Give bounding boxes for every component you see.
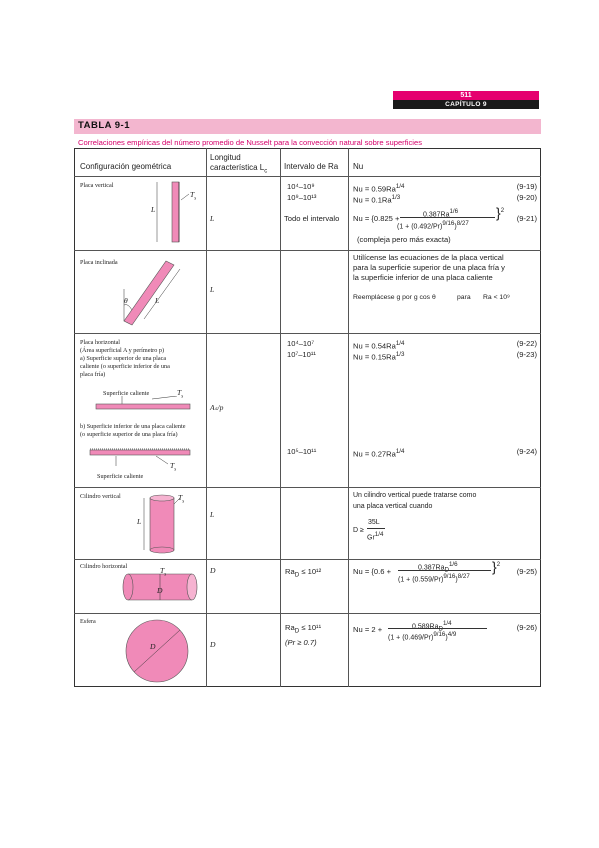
length-inclined-plate: L — [210, 285, 215, 294]
table-title: TABLA 9-1 — [78, 120, 130, 131]
vc-fraction-bar — [367, 528, 385, 529]
row-divider — [74, 487, 541, 488]
length-sphere: D — [210, 640, 216, 649]
eq-9-22: (9-22) — [516, 339, 537, 348]
vc-l: L — [137, 517, 142, 526]
row-label-vertical-cylinder: Cilindro vertical — [80, 493, 121, 500]
length-vertical-plate: L — [210, 214, 215, 223]
hp-bottom-sketch — [86, 446, 196, 472]
hp-label-2: (Área superficial A y perímetro p) — [80, 347, 165, 354]
vc-ts: $T_s$ — [178, 493, 185, 505]
length-vertical-cylinder: L — [210, 510, 215, 519]
hp-hot-surface-bottom: Superficie caliente — [97, 473, 144, 480]
hc-ts: $T_s$ — [160, 566, 167, 578]
range-vp-3: Todo el intervalo — [284, 214, 340, 223]
table-title-band — [74, 119, 541, 134]
hp-label-5: placa fría) — [80, 371, 106, 378]
hc-d: D — [157, 586, 163, 595]
table-caption: Correlaciones empíricas del número promedio de Nusselt para la convección natural sobre superficies — [78, 138, 422, 147]
eq-9-21: (9-21) — [516, 214, 537, 223]
hp-ts-top: $T_s$ — [177, 388, 184, 400]
ip-text-1: Utilícense las ecuaciones de la placa vertical — [353, 253, 504, 262]
eq-9-25: (9-25) — [516, 567, 537, 576]
nu-hc-1: Nu = {0.6 + — [353, 567, 391, 576]
length-horizontal-plate: Aₛ/p — [210, 403, 224, 412]
range-sphere-2: (Pr ≥ 0.7) — [285, 638, 317, 647]
nu-sphere-1: Nu = 2 + — [353, 625, 383, 634]
hc-fraction-bar — [398, 570, 491, 571]
nu-hc-den: $(1 + (0.559/Pr)^{9/16})^{8/27}$ — [398, 573, 470, 584]
eq-9-26: (9-26) — [516, 623, 537, 632]
length-horizontal-cylinder: D — [210, 566, 216, 575]
range-hp-2: 10⁷–10¹¹ — [287, 350, 316, 359]
hp-label-4: caliente (o superficie inferior de una — [80, 363, 170, 370]
chapter-label: CAPÍTULO 9 — [393, 100, 539, 109]
ip-text-4: Reemplácese g por g cos θ — [353, 294, 436, 301]
hc-brace: }$^2$ — [492, 558, 501, 575]
row-label-inclined-plate: Placa inclinada — [80, 259, 118, 266]
nu-vp-3-den: $(1 + (0.492/Pr)^{9/16})^{8/27}$ — [397, 220, 469, 231]
sphere-sketch — [120, 618, 194, 684]
col-divider — [348, 148, 349, 687]
range-vp-2: 10⁹–10¹³ — [287, 193, 317, 202]
sphere-d: D — [150, 642, 156, 651]
eq-9-20: (9-20) — [516, 193, 537, 202]
nu-sphere-den: $(1 + (0.469/Pr)^{9/16})^{4/9}$ — [388, 631, 457, 642]
hp-label-1: Placa horizontal — [80, 339, 121, 346]
range-vp-1: 10⁴–10⁹ — [287, 182, 315, 191]
ip-text-5: para — [457, 294, 471, 301]
nu-hp-3: $Nu = 0.27Ra^{1/4}$ — [353, 448, 405, 459]
nu-vp-note: (compleja pero más exacta) — [357, 235, 451, 244]
nu-hc-num: $0.387Ra_D^{1/6}$ — [418, 561, 458, 574]
range-hp-1: 10⁴–10⁷ — [287, 339, 315, 348]
vc-frac-num: 35L — [368, 519, 380, 526]
inclined-plate-theta: θ — [124, 296, 128, 305]
sphere-fraction-bar — [388, 628, 487, 629]
fraction-bar — [400, 217, 495, 218]
range-hp-3: 10⁵–10¹¹ — [287, 447, 317, 456]
ip-text-6: Ra < 10⁹ — [483, 294, 510, 301]
eq-9-24: (9-24) — [516, 447, 537, 456]
col-divider — [280, 148, 281, 687]
vc-text-1: Un cilindro vertical puede tratarse como — [353, 492, 477, 499]
vc-text-2: una placa vertical cuando — [353, 503, 433, 510]
nu-vp-1: $Nu = 0.59Ra^{1/4}$ — [353, 183, 405, 194]
nu-sphere-num: $0.589Ra_D^{1/4}$ — [412, 620, 452, 633]
nu-vp-3-num: $0.387Ra^{1/6}$ — [423, 208, 459, 219]
row-divider — [74, 613, 541, 614]
brace-close: }$^2$ — [496, 204, 505, 221]
ip-text-3: la superficie inferior de una placa caliente — [353, 273, 493, 282]
hp-top-sketch — [92, 396, 197, 416]
col-header-nu: Nu — [353, 162, 364, 171]
row-divider — [74, 250, 541, 251]
col-header-length-2: característica $L_c$ — [210, 163, 268, 175]
hp-ts-bottom: $T_s$ — [170, 461, 177, 473]
vertical-plate-ts: $T_s$ — [190, 190, 197, 202]
nu-hp-1: $Nu = 0.54Ra^{1/4}$ — [353, 340, 405, 351]
nu-vp-2: $Nu = 0.1Ra^{1/3}$ — [353, 194, 401, 205]
col-header-length-1: Longitud — [210, 153, 241, 162]
eq-9-23: (9-23) — [516, 350, 537, 359]
hp-label-3: a) Superficie superior de una placa — [80, 355, 167, 362]
row-label-horizontal-cylinder: Cilindro horizontal — [80, 563, 128, 570]
header-divider — [74, 176, 541, 177]
vertical-plate-l: L — [151, 205, 156, 214]
row-label-vertical-plate: Placa vertical — [80, 182, 114, 189]
hp-label-7: (o superficie superior de una placa fría) — [80, 431, 178, 438]
col-divider — [206, 148, 207, 687]
hp-label-6: b) Superficie inferior de una placa caliente — [80, 423, 186, 430]
row-divider — [74, 333, 541, 334]
vc-frac-den: $Gr^{1/4}$ — [367, 531, 384, 542]
col-header-ra: Intervalo de Ra — [284, 162, 339, 171]
range-sphere-1: $Ra_D \le 10^{11}$ — [285, 623, 322, 635]
range-hc: $Ra_D \le 10^{12}$ — [285, 567, 322, 579]
ip-text-2: para la superficie superior de una placa fría y — [353, 263, 505, 272]
hp-hot-surface-top: Superficie caliente — [103, 390, 150, 397]
col-header-config: Configuración geométrica — [80, 162, 172, 171]
nu-vp-3: Nu = {0.825 + — [353, 214, 400, 223]
nu-hp-2: $Nu = 0.15Ra^{1/3}$ — [353, 351, 405, 362]
inclined-plate-l: L — [155, 296, 160, 305]
inclined-plate-sketch — [110, 255, 190, 327]
row-label-sphere: Esfera — [80, 618, 96, 625]
vc-text-3: D ≥ — [353, 527, 364, 534]
page-number: 511 — [393, 91, 539, 100]
eq-9-19: (9-19) — [516, 182, 537, 191]
row-divider — [74, 559, 541, 560]
